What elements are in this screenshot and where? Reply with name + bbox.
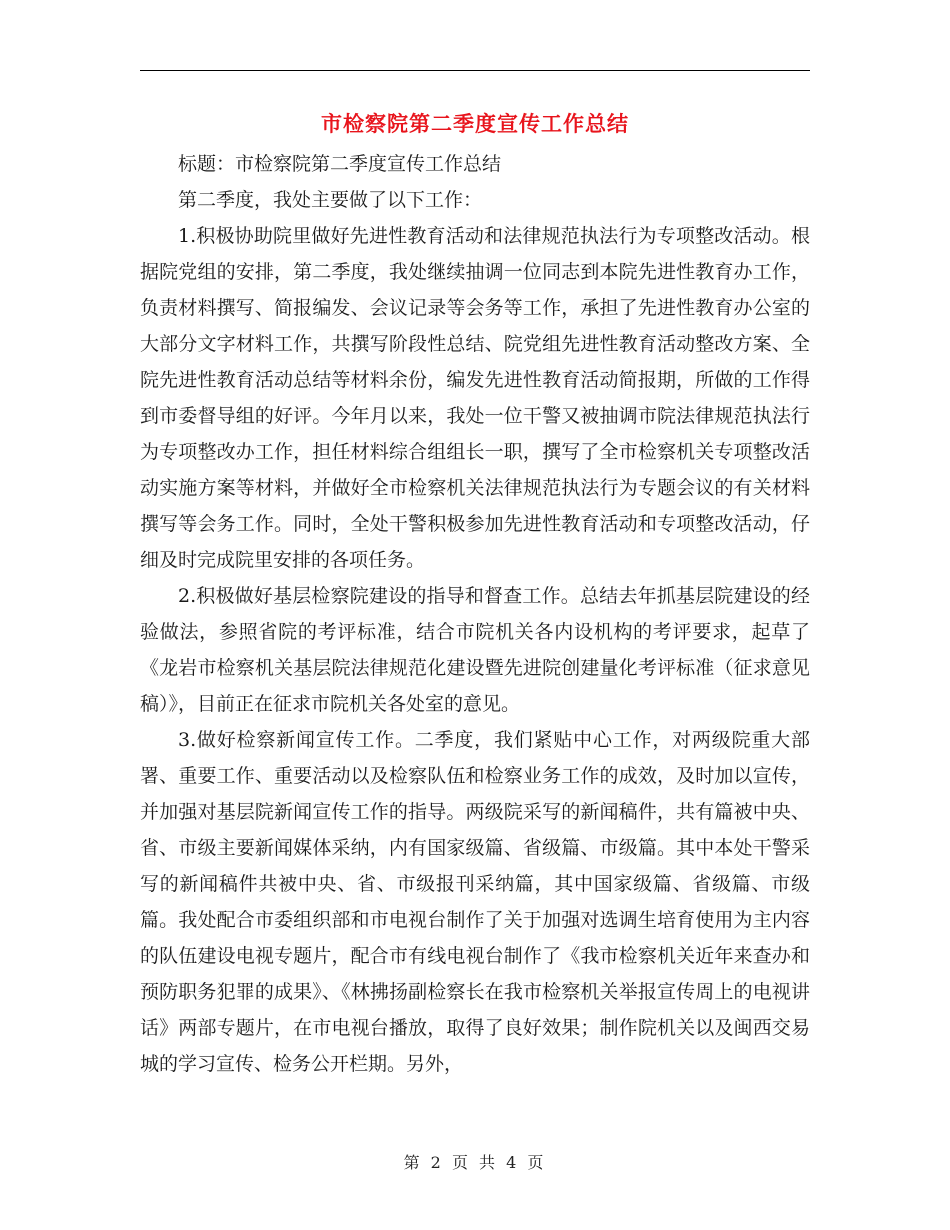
document-body [140,146,810,1082]
page-number: 第 2 页 共 4 页 [403,1153,547,1172]
paragraph-subject: 标题：市检察院第二季度宣传工作总结 [178,153,502,175]
document-title: 市检察院第二季度宣传工作总结 [321,111,629,136]
paragraph-intro: 第二季度，我处主要做了以下工作： [178,189,483,211]
paragraph-item-1: 1.积极协助院里做好先进性教育活动和法律规范执法行为专项整改活动。根据院党组的安排，第二季度，我处继续抽调一位同志到本院先进性教育办工作，负责材料撰写、简报编发、会议记录等会务等工作，承担了先进性教育办公室的大部分文字材料工作，共撰写阶段性总结、院党组先进性教育活动整改方案、全院先进性教育活动总结等材料余份，编发先进性教育活动简报期，所做的工作得到市委督导组的好评。今年月以来，我处一位干警又被抽调市院法律规范执法行为专项整改办工作，担任材料综合组组长一职，撰写了全市检察机关专项整改活动实施方案等材料，并做好全市检察机关法律规范执法行为专题会议的有关材料撰写等会务工作。同时，全处干警积极参加先进性教育活动和专项整改活动，仔细及时完成院里安排的各项任务。 [140,225,810,571]
paragraph-item-3: 3.做好检察新闻宣传工作。二季度，我们紧贴中心工作，对两级院重大部署、重要工作、重要活动以及检察队伍和检察业务工作的成效，及时加以宣传，并加强对基层院新闻宣传工作的指导。两级院采写的新闻稿件，共有篇被中央、省、市级主要新闻媒体采纳，内有国家级篇、省级篇、市级篇。其中本处干警采写的新闻稿件共被中央、省、市级报刊采纳篇，其中国家级篇、省级篇、市级篇。我处配合市委组织部和市电视台制作了关于加强对选调生培育使用为主内容的队伍建设电视专题片，配合市有线电视台制作了《我市检察机关近年来查办和预防职务犯罪的成果》、《林拂扬副检察长在我市检察机关举报宣传周上的电视讲话》两部专题片，在市电视台播放，取得了良好效果；制作院机关以及闽西交易城的学习宣传、检务公开栏期。另外， [140,729,810,1075]
paragraph-item-2: 2.积极做好基层检察院建设的指导和督查工作。总结去年抓基层院建设的经验做法，参照省院的考评标准，结合市院机关各内设机构的考评要求，起草了《龙岩市检察机关基层院法律规范化建设暨先进院创建量化考评标准（征求意见稿）》，目前正在征求市院机关各处室的意见。 [140,585,810,715]
header-rule [140,70,810,71]
